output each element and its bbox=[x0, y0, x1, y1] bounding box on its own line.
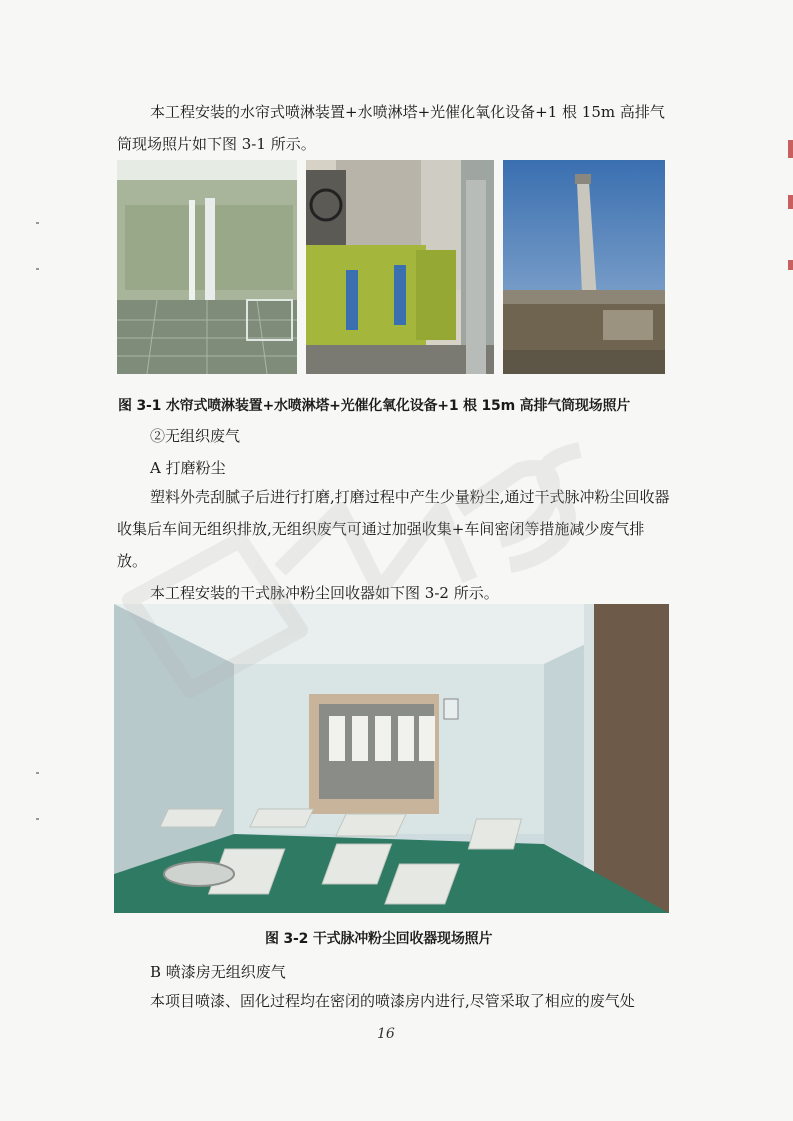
photo-water-curtain-spray-booth bbox=[117, 160, 297, 374]
scan-edge-mark bbox=[36, 772, 39, 774]
grinding-dust-paragraph: 塑料外壳刮腻子后进行打磨,打磨过程中产生少量粉尘,通过干式脉冲粉尘回收器收集后车间无组织排放,无组织废气可通过加强收集+车间密闭等措施减少废气排放。 bbox=[117, 488, 670, 570]
scan-edge-mark bbox=[36, 222, 39, 224]
photo-water-spray-tower-and-photocatalytic-unit bbox=[306, 160, 494, 374]
intro-paragraph: 本工程安装的水帘式喷淋装置+水喷淋塔+光催化氧化设备+1 根 15m 高排气筒现场照片如下图 3-1 所示。 bbox=[117, 103, 665, 153]
figure-3-1-caption: 图 3-1 水帘式喷淋装置+水喷淋塔+光催化氧化设备+1 根 15m 高排气筒现场照片 bbox=[118, 398, 631, 414]
dust-collector-intro: 本工程安装的干式脉冲粉尘回收器如下图 3-2 所示。 bbox=[150, 584, 499, 602]
scan-edge-mark bbox=[36, 818, 39, 820]
scan-red-mark bbox=[788, 195, 793, 209]
section-heading-fugitive-emissions: ②无组织废气 bbox=[150, 427, 241, 445]
subsection-heading-grinding-dust: A 打磨粉尘 bbox=[150, 459, 226, 477]
photo-dry-pulse-dust-collector bbox=[114, 604, 669, 913]
photo-15m-exhaust-stack bbox=[503, 160, 665, 374]
figure-3-2-caption: 图 3-2 干式脉冲粉尘回收器现场照片 bbox=[265, 931, 493, 947]
subsection-heading-spray-room-fugitive: B 喷漆房无组织废气 bbox=[150, 963, 286, 981]
scan-edge-mark bbox=[36, 268, 39, 270]
page-number: 16 bbox=[377, 1026, 395, 1042]
scan-red-mark bbox=[788, 260, 793, 270]
spray-room-paragraph: 本项目喷漆、固化过程均在密闭的喷漆房内进行,尽管采取了相应的废气处 bbox=[150, 992, 635, 1010]
scan-red-mark bbox=[788, 140, 793, 158]
